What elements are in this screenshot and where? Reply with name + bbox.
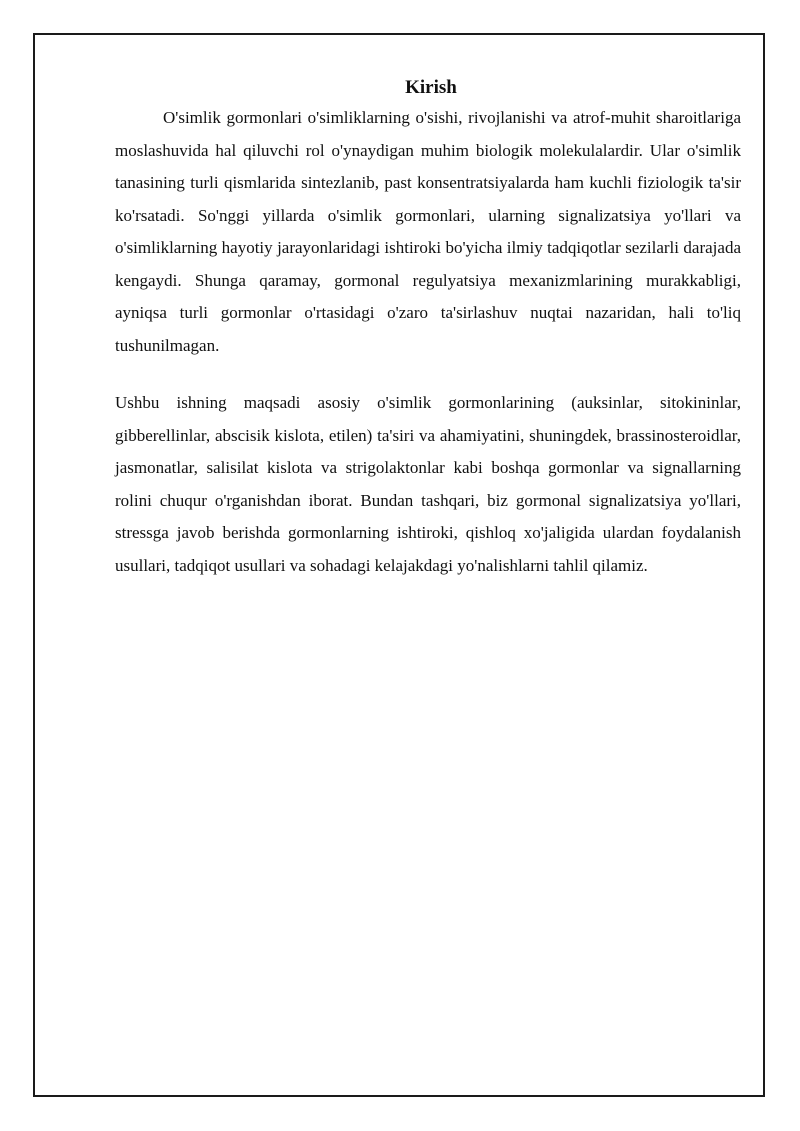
paragraph-aim: Ushbu ishning maqsadi asosiy o'simlik gormonlarining (auksinlar, sitokininlar, gibberellinlar, abscisik kislota, etilen) ta'siri va ahamiyatini, shuningdek, brassinosteroidlar, jasmonatlar, salisilat kislota va strigolaktonlar kabi boshqa gormonlar va signallarning rolini chuqur o'rganishdan iborat. Bundan tashqari, biz gormonal signalizatsiya yo'llari, stressga javob berishda gormonlarning ishtiroki, qishloq xo'jaligida ulardan foydalanish usullari, tadqiqot usullari va sohadagi kelajakdagi yo'nalishlarni tahlil qilamiz. [115, 393, 741, 575]
document-body [115, 74, 741, 582]
paragraph-intro: O'simlik gormonlari o'simliklarning o'sishi, rivojlanishi va atrof-muhit sharoitlariga moslashuvida hal qiluvchi rol o'ynaydigan muhim biologik molekulalardir. Ular o'simlik tanasining turli qismlarida sintezlanib, past konsentratsiyalarda ham kuchli fiziologik ta'sir ko'rsatadi. So'nggi yillarda o'simlik gormonlari, ularning signalizatsiya yo'llari va o'simliklarning hayotiy jarayonlaridagi ishtiroki bo'yicha ilmiy tadqiqotlar sezilarli darajada kengaydi. Shunga qaramay, gormonal regulyatsiya mexanizmlarining murakkabligi, ayniqsa turli gormonlar o'rtasidagi o'zaro ta'sirlashuv nuqtai nazaridan, hali to'liq tushunilmagan. [115, 108, 741, 355]
document-title: Kirish [405, 77, 457, 98]
